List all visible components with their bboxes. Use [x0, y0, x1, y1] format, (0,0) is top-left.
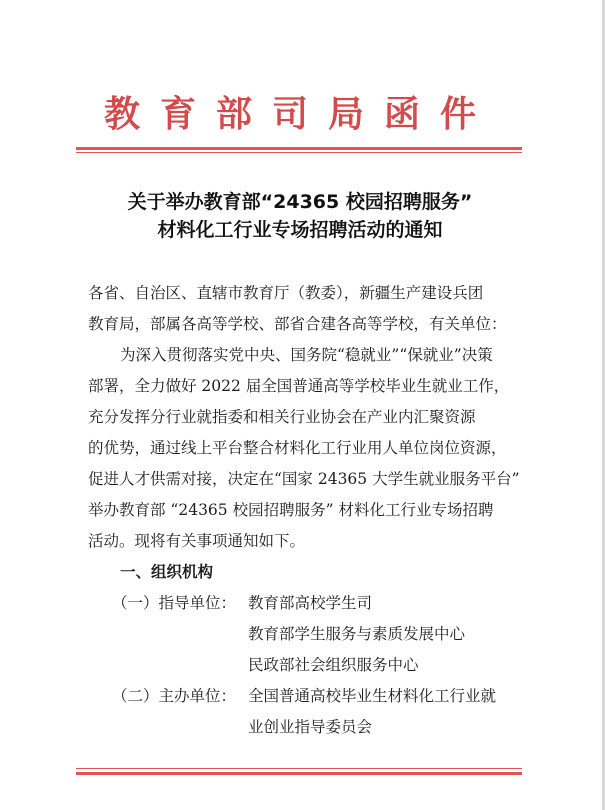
paragraph-line-1: 为深入贯彻落实党中央、国务院“稳就业”“保就业”决策 — [120, 346, 493, 364]
section-heading-organization: 一、组织机构 — [120, 563, 214, 581]
letterhead-rule-thick — [76, 147, 522, 150]
footer-rule-thin — [76, 768, 522, 769]
addressee-line-1: 各省、自治区、直辖市教育厅（教委），新疆生产建设兵团 — [88, 284, 484, 302]
notice-title-line-2: 材料化工行业专场招聘活动的通知 — [157, 219, 443, 241]
paragraph-line-7: 活动。现将有关事项通知如下。 — [88, 532, 306, 550]
paragraph-line-6: 举办教育部 “24365 校园招聘服务” 材料化工行业专场招聘 — [88, 501, 494, 519]
paragraph-line-5: 促进人才供需对接，决定在“国家 24365 大学生就业服务平台” — [88, 470, 520, 488]
paragraph-line-3: 充分发挥分行业就指委和相关行业协会在产业内汇聚资源 — [88, 408, 476, 426]
paragraph-line-2: 部署，全力做好 2022 届全国普通高等学校毕业生就业工作， — [88, 377, 510, 395]
notice-title-line-1: 关于举办教育部“24365 校园招聘服务” — [127, 191, 473, 213]
letterhead-rule-thin — [76, 152, 522, 153]
footer-rule-thick — [76, 772, 522, 775]
guide-unit-2: 教育部学生服务与素质发展中心 — [248, 625, 466, 643]
host-unit-label: （二）主办单位： — [112, 687, 237, 705]
guide-unit-1: 教育部高校学生司 — [248, 594, 373, 612]
host-unit-line-1: 全国普通高校毕业生材料化工行业就 — [248, 687, 497, 705]
host-unit-line-2: 业创业指导委员会 — [248, 718, 373, 736]
addressee-line-2: 教育局，部属各高等学校、部省合建各高等学校，有关单位： — [88, 315, 507, 333]
paragraph-line-4: 的优势，通过线上平台整合材料化工行业用人单位岗位资源， — [88, 439, 507, 457]
letterhead: 教育部司局函件 — [103, 93, 496, 135]
guide-units-label: （一）指导单位： — [112, 594, 237, 612]
guide-unit-3: 民政部社会组织服务中心 — [248, 656, 419, 674]
